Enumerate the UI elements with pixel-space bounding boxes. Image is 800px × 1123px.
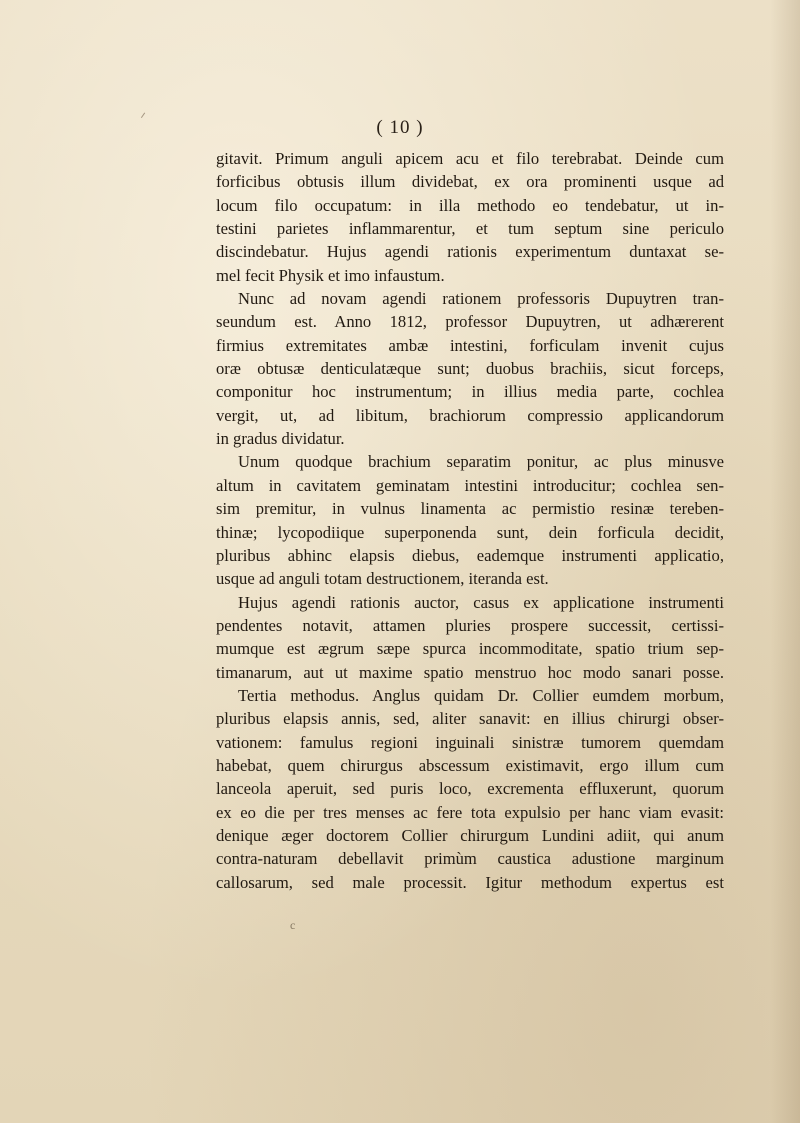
text-line: denique æger doctorem Collier chirurgum Lundini adiit, qui anum: [216, 825, 724, 845]
text-line: locum filo occupatum: in illa methodo eo tendebatur, ut in-: [216, 195, 724, 215]
text-line: forficibus obtusis illum dividebat, ex ora prominenti usque ad: [216, 172, 724, 192]
page-number: ( 10 ): [376, 117, 424, 138]
text-line: usque ad anguli totam destructionem, iteranda est.: [216, 569, 549, 589]
text-line: Tertia methodus. Anglus quidam Dr. Collier eumdem morbum,: [238, 685, 724, 705]
text-line: pendentes notavit, attamen pluries prospere successit, certissi-: [216, 615, 724, 635]
page-edge-shadow: [770, 0, 800, 1123]
body-text: [216, 147, 724, 894]
text-line: seundum est. Anno 1812, professor Dupuytren, ut adhærerent: [216, 312, 724, 332]
text-line: Unum quodque brachium separatim ponitur, ac plus minusve: [238, 452, 724, 472]
text-line: vergit, ut, ad libitum, brachiorum compressio applicandorum: [216, 405, 724, 425]
text-line: altum in cavitatem geminatam intestini introducitur; cochlea sen-: [216, 475, 724, 495]
text-line: contra-naturam debellavit primùm caustica adustione marginum: [216, 849, 724, 869]
text-line: oræ obtusæ denticulatæque sunt; duobus brachiis, sicut forceps,: [216, 359, 724, 379]
text-line: mumque est ægrum sæpe spurca incommoditate, spatio trium sep-: [216, 639, 724, 659]
text-line: Hujus agendi rationis auctor, casus ex applicatione instrumenti: [238, 592, 724, 612]
text-line: testini parietes inflammarentur, et tum septum sine periculo: [216, 219, 724, 239]
text-line: discindebatur. Hujus agendi rationis experimentum duntaxat se-: [216, 242, 724, 262]
text-line: firmius extremitates ambæ intestini, forficulam invenit cujus: [216, 335, 724, 355]
text-line: in gradus dividatur.: [216, 429, 345, 449]
text-line: pluribus abhinc elapsis diebus, eademque instrumenti applicatio,: [216, 545, 724, 565]
text-line: callosarum, sed male processit. Igitur methodum expertus est: [216, 872, 724, 892]
text-line: ex eo die per tres menses ac fere tota expulsio per hanc viam evasit:: [216, 802, 724, 822]
text-line: thinæ; lycopodiique superponenda sunt, dein forficula decidit,: [216, 522, 724, 542]
text-line: vationem: famulus regioni inguinali sinistræ tumorem quemdam: [216, 732, 724, 752]
text-line: componitur hoc instrumentum; in illius media parte, cochlea: [216, 382, 724, 402]
text-line: lanceola aperuit, sed puris loco, excrementa effluxerunt, quorum: [216, 779, 724, 799]
text-line: habebat, quem chirurgus abscessum existimavit, ergo illum cum: [216, 755, 724, 775]
text-line: Nunc ad novam agendi rationem professoris Dupuytren tran-: [238, 289, 724, 309]
text-line: pluribus elapsis annis, sed, aliter sanavit: en illius chirurgi obser-: [216, 709, 724, 729]
text-line: mel fecit Physik et imo infaustum.: [216, 265, 445, 285]
text-line: sim premitur, in vulnus linamenta ac permistio resinæ tereben-: [216, 499, 724, 519]
text-line: timanarum, aut ut maxime spatio menstruo hoc modo sanari posse.: [216, 662, 724, 682]
signature-mark: c: [290, 918, 296, 932]
text-line: gitavit. Primum anguli apicem acu et filo terebrabat. Deinde cum: [216, 149, 724, 168]
